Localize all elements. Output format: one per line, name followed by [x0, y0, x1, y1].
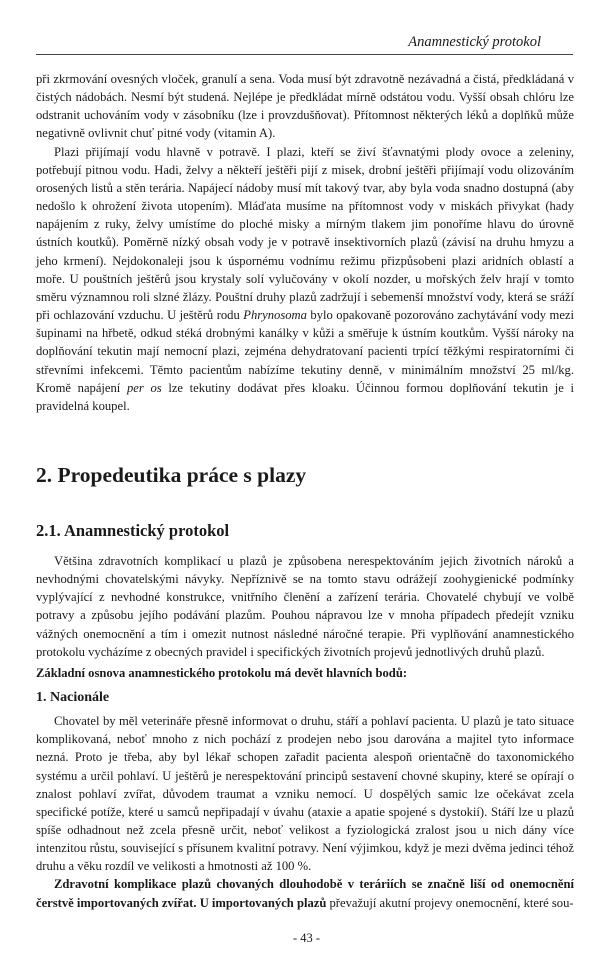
- paragraph-water-feed: při zkrmování ovesných vloček, granulí a sena. Voda musí být zdravotně nezávadná a čistá, předkládaná v čistých nádobách. Nesmí být studená. Nejlépe je předkládat mírně odstátou vodu. Vyšší obsah chlóru lze odstranit uchováním vody v zásobníku (lze i provzdušňovat). Přítomnost některých léků a doplňků může negativně ovlivnit chuť pitné vody (vitamin A).: [36, 72, 574, 141]
- paragraph-water-intake: [36, 143, 574, 415]
- section-title: 2.1. Anamnestický protokol: [36, 520, 230, 540]
- genus-name: Phrynosoma: [243, 308, 307, 323]
- bold-run: Zdravotní komplikace plazů chovaných dlouhodobě v teráriích se značně liší od onemocnění čerstvě importovaných zvířat.: [36, 877, 574, 910]
- text-run: Plazi přijímají vodu hlavně v potravě. I plazi, kteří se živí šťavnatými plody ovoce a zeleniny, potřebují pitnou vodu. Hadi, želvy a někteří ještěři pijí z misek, drobní ještěři přijímají vodu olizováním orosených listů a stěn terária. Napájecí nádoby musí mít takový tvar, aby byla voda snadno dostupná (aby nedošlo k ohrožení života utopením). Mláďata musíme na přítomnost vody v miskách přivykat (hady napájením z ruky, želvy umístíme do ploché misky a mírným tlakem jim ponoříme hlavu do úrovně ústních koutků). Poměrně nízký obsah vody je v potravě insektivorních plazů (závisí na druhu hmyzu a jeho krmení). Nejdokonaleji jsou k úspornému vodnímu režimu přizpůsobeni plazi aridních oblastí a moře. U pouštních ještěrů jsou krystaly solí vylučovány v okolí nozder, u mořských želv hrají v tomto směru významnou roli slzné žlázy. Pouštní druhy plazů zadržují i sebemenší množství vody, která se sráží při ochlazování vzduchu. U ještěrů rodu: [36, 144, 574, 323]
- page-body: [36, 70, 574, 912]
- paragraph-import: [36, 875, 574, 911]
- latin-term: per os: [126, 380, 162, 395]
- page-number: - 43 -: [292, 931, 321, 945]
- subsection-title: 1. Nacionále: [36, 690, 110, 706]
- outline-heading: Základní osnova anamnestického protokolu má devět hlavních bodů:: [36, 665, 408, 680]
- paragraph-protocol-intro: Většina zdravotních komplikací u plazů je způsobena nerespektováním jejich životních nároků a nevhodnými chovatelskými návyky. Nepříznivě se na tomto stavu odrážejí zoohygienické podmínky vyplývající z nevhodné konstrukce, vnitřního členění a zařízení terária. Chovatelé chybují ve volbě potravy a způsobu jejího podávání plazům. Pouhou nápravou lze v mnoha případech předejít vzniku vážných onemocnění a tím i omezit nutnost následné náročné terapie. Při vyplňování anamnestického protokolu vycházíme z obecných pravidel i specifických životních projevů jednotlivých druhů plazů.: [36, 553, 574, 659]
- text-run: lze tekutiny dodávat přes kloaku. Účinnou formou doplňování tekutin je i pravidelná koupel.: [36, 380, 574, 413]
- paragraph-nacionale: Chovatel by měl veterináře přesně informovat o druhu, stáří a pohlaví pacienta. U plazů je tato situace komplikovaná, neboť mnoho z nich pochází z prodejen nebo jsou darována a majitel tyto informace nezná. Proto je třeba, aby byl lékař schopen zařadit pacienta alespoň orientačně do taxonomického systému a určil pohlaví. U ještěrů je nerespektování principů sestavení chovné skupiny, které se opírají o znalost pohlaví zvířat, důvodem traumat a vzniku nemocí. U dospělých samic lze očekávat zcela specifické potíže, které u samců nepřipadají v úvahu (ataxie a apatie spojené s dystokií). Stáří lze u plazů spíše odhadnout než zcela přesně určit, neboť velikost a fyziologická zralost jsou u nich dány více intenzitou růstu, související s přísunem kvalitní potravy. Není výjimkou, když je mezi dvěma jedinci téhož druhu a věku rozdíl ve velikosti a hmotnosti až 100 %.: [36, 714, 574, 874]
- header-rule: [36, 54, 573, 55]
- text-run: bylo opakovaně pozorováno zachytávání vody mezi šupinami na hřbetě, odkud stéká drobnými kanálky v kůži a směřuje k ústním koutkům. Vyšší nároky na doplňování tekutin mají nemocní plazi, zejména dehydratovaní pacienti trpící těžkými respiratorními či střevními infekcemi. Těmto pacientům nabízíme tekutiny denně, v minimálním množství 25 ml/kg. Kromě napájení: [36, 308, 574, 395]
- text-run: převažují akutní projevy onemocnění, které sou-: [326, 895, 574, 910]
- bold-run: U importovaných plazů: [199, 895, 327, 910]
- chapter-title: 2. Propedeutika práce s plazy: [36, 462, 307, 487]
- running-head: Anamnestický protokol: [408, 34, 541, 50]
